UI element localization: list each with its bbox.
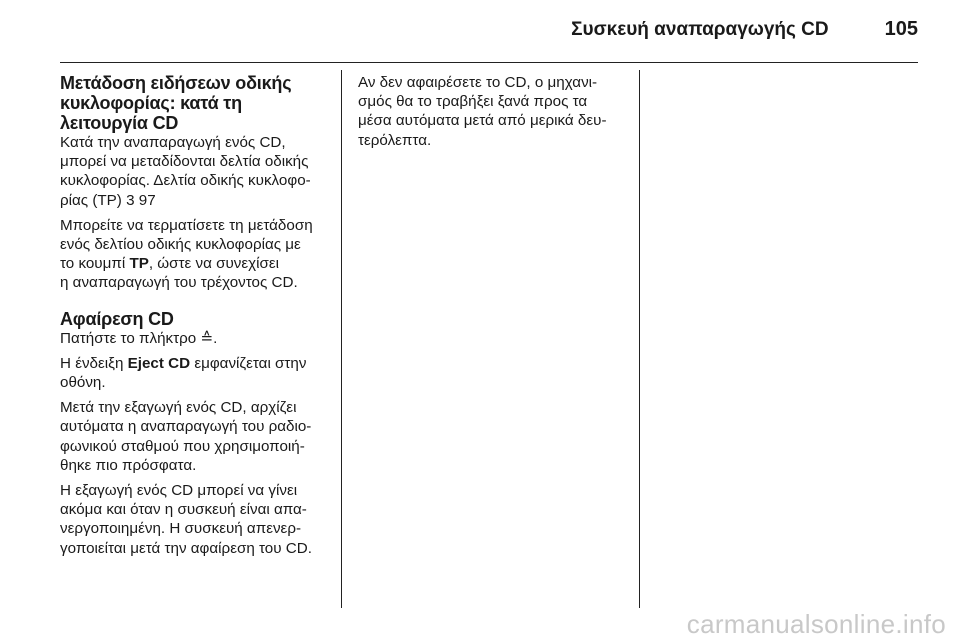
page-reference-number: 97 bbox=[134, 191, 156, 209]
paragraph-cd-retract: Αν δεν αφαιρέσετε το CD, ο μηχανι- σμός θα το τραβήξει ξανά προς τα μέσα αυτόματα μετά από μερικά δευ- τερόλεπτα. bbox=[358, 74, 607, 149]
paragraph-tp-intro: Κατά την αναπαραγωγή ενός CD, μπορεί να μεταδίδονται δελτία οδικής κυκλοφορίας. Δελτία οδικής κυκλοφο- ρίας (TP) 3 97 bbox=[60, 134, 311, 209]
tp-button-label: TP bbox=[129, 255, 149, 273]
section-heading-remove-cd: Αφαίρεση CD bbox=[60, 308, 174, 329]
paragraph-press-eject: Πατήστε το πλήκτρο ≙. bbox=[60, 329, 218, 347]
paragraph-tp-stop: Μπορείτε να τερματίσετε τη μετάδοση ενός δελτίου οδικής κυκλοφορίας με το κουμπί TP, ώστε να συνεχίσει η αναπαραγωγή του τρέχοντος CD. bbox=[60, 216, 313, 292]
section-heading-tp-during-cd: Μετάδοση ειδήσεων οδικής κυκλοφορίας: κατά τη λειτουργία CD bbox=[60, 73, 292, 133]
eject-icon: ≙ bbox=[200, 329, 214, 347]
page-header bbox=[60, 18, 918, 50]
column-divider-2 bbox=[639, 70, 640, 608]
left-column bbox=[60, 73, 332, 564]
chapter-title: Συσκευή αναπαραγωγής CD bbox=[571, 19, 829, 40]
watermark: carmanualsonline.info bbox=[686, 609, 946, 639]
middle-column bbox=[358, 73, 633, 156]
paragraph-eject-display: Η ένδειξη Eject CD εμφανίζεται στην οθόνη. bbox=[60, 354, 307, 392]
column-divider-1 bbox=[341, 70, 342, 608]
paragraph-eject-when-off: Η εξαγωγή ενός CD μπορεί να γίνει ακόμα και όταν η συσκευή είναι απα- νεργοποιημένη. Η συσκευή απενερ- γοποιείται μετά την αφαίρεση του CD. bbox=[60, 482, 312, 557]
header-rule bbox=[60, 62, 918, 63]
eject-cd-label: Eject CD bbox=[127, 354, 191, 372]
page-reference-icon: 3 bbox=[126, 191, 135, 209]
page-number: 105 bbox=[884, 18, 918, 40]
paragraph-after-eject: Μετά την εξαγωγή ενός CD, αρχίζει αυτόματα η αναπαραγωγή του ραδιο- φωνικού σταθμού που χρησιμοποιή- θηκε πιο πρόσφατα. bbox=[60, 399, 312, 474]
